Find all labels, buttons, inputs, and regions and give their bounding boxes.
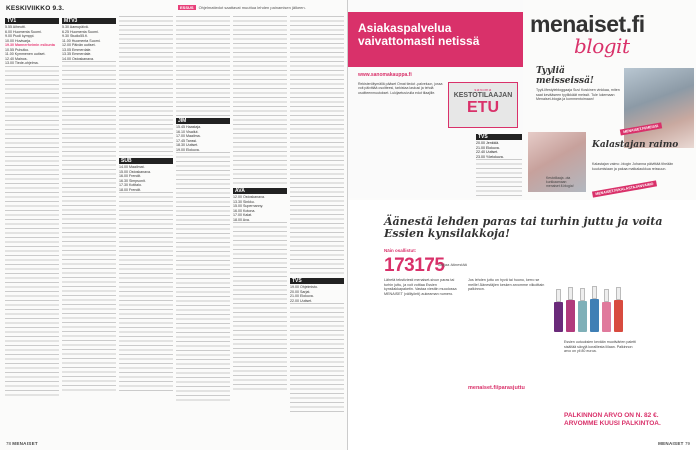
program-line: 18.00 Frendit. — [119, 187, 142, 192]
channel-heading: TVS — [476, 134, 522, 140]
program-line: 15.45 Haastaja. — [176, 125, 202, 129]
tv-column — [176, 16, 230, 436]
program-line: 18.30 Uutiset. — [176, 143, 199, 147]
listing-text-block — [119, 192, 173, 392]
program-line: 16.00 Kotona. — [233, 208, 256, 213]
program-line: 13.05 Emmerdale. — [62, 47, 92, 52]
program-line: 5.30 Aamupäivä. — [62, 25, 89, 29]
program-line: 10.55 Puhutko. — [5, 47, 30, 52]
program-line: 21.00 Elokuva. — [290, 294, 314, 298]
tv-column — [62, 16, 116, 436]
channel-heading: SUB — [119, 158, 173, 164]
channel-heading: MTV3 — [62, 18, 116, 24]
notice-tag: ESSUS — [180, 5, 194, 10]
program-line: 17.45 Tanssi. — [176, 138, 198, 143]
blog-body: Tyyli‑lifestylebloggaaja Suvi Koskinen vinkkaa, miten saat kevääseen tyylikkäät meissit. Tule lukemaan Menaiset‑blogia ja kommentoimaan! — [536, 88, 620, 101]
program-line: 5.55 Aiheutti. — [5, 25, 26, 29]
left-folio — [6, 441, 38, 446]
listing-text-block — [176, 152, 230, 402]
blog-photo — [624, 68, 694, 148]
tv-listing-columns — [5, 16, 344, 436]
program-line: 10.00 Huvisarja. — [5, 38, 31, 43]
program-line: 13.30 Sinkku. — [233, 199, 255, 204]
etu-brand: sanoma — [474, 87, 492, 92]
highlight-program: 19.30 Mannerheimin esikunta — [5, 43, 55, 47]
blog-logo-sub: blogit — [574, 34, 630, 58]
program-line: 17.30 Kotitalo. — [119, 183, 142, 187]
tv-column — [119, 16, 173, 436]
blog-headline: Tyyliä meisseissä! — [536, 66, 594, 86]
polish-bottle-red — [614, 300, 623, 332]
program-line: 13.35 Emmerdale. — [62, 52, 92, 56]
ad-url[interactable]: www.sanomakauppa.fi — [358, 72, 412, 78]
polish-bottle-purple — [554, 302, 563, 332]
channel-heading: AVA — [233, 188, 287, 194]
photo-caption: Kestotilaaja ‑ota kurkkaamaan menaiset.fi‑blogia! — [546, 176, 574, 189]
program-line: 17.00 Maailma. — [176, 134, 201, 138]
listing-text-block — [176, 16, 230, 116]
channel-heading: TV1 — [5, 18, 59, 24]
contest-headline: Äänestä lehden paras tai turhin juttu ja voita Essien kynsilakkoja! — [384, 215, 663, 240]
ad-headline: Asiakaspalvelua vaivattomasti netissä — [358, 21, 480, 48]
program-line: 11.00 Kymmenen uutiset. — [5, 52, 46, 56]
program-line: 12.00 Päivän uutiset. — [62, 43, 96, 47]
program-line: 6.00 Huomenta Suomi. — [5, 29, 42, 34]
blog-logo — [530, 12, 645, 56]
kalastaja-body: Kalastajan vaimo ‑blogin Johanna päivittää tiheään kuulumisiaan ja pakaa matkalaukkua reissuun. — [592, 162, 674, 171]
listing-text-block — [119, 16, 173, 156]
nail-polish-bottles — [554, 262, 634, 332]
ad-body: Rekisteröitymällä pääset Omat tiedot ‑palveluun, jossa voit päivittää osoitteesi, tarkistaa laskusi ja tehdä osoitteenmuutokset. Lukijaetusivulla edut tilaajille. — [358, 82, 443, 95]
tv-column — [290, 16, 344, 436]
program-line: 21.00 Elokuva. — [476, 145, 500, 150]
blog-link-ribbon[interactable]: MENAISET.FI/MEISSI — [620, 122, 662, 135]
program-line: 18.00 Ava. — [233, 217, 250, 222]
program-line: 14.00 Maailmat. — [119, 165, 145, 169]
contest-link[interactable]: menaiset.fi/parasjuttu — [468, 385, 525, 391]
listing-text-block — [290, 303, 344, 413]
tv-column — [5, 16, 59, 436]
kalastaja-link-ribbon[interactable]: MENAISET.FI/KALASTAJANVAIMO — [592, 180, 657, 197]
magazine-name: MENAISET — [12, 441, 38, 446]
vote-contest — [348, 200, 696, 450]
blog-section — [526, 0, 696, 198]
program-line: 19.00 Elokuva. — [176, 147, 200, 152]
tv-column — [233, 16, 287, 436]
program-line: 19.00 Ohjelmisto. — [290, 285, 318, 289]
etu-big: ETU — [467, 99, 499, 116]
program-line: 9.30 Studio55.fi. — [62, 34, 88, 38]
program-line: 15.00 Ostoskanava. — [119, 169, 151, 174]
customer-service-ad — [348, 0, 523, 198]
page-number: 79 — [684, 441, 690, 446]
polish-bottle-pink — [602, 302, 611, 332]
contest-number: 173175 — [384, 255, 445, 276]
contest-text-2: Jos lehden juttu on hyvä tai huono, kerro se meille! Äänestäjien kesken arvomme viikoittain palkinnon. — [468, 278, 545, 292]
program-line: 12.00 Ostoskanava. — [233, 195, 265, 199]
contest-text-1: Lähetä tekstiviesti menaiset-sivun paras tai turhin juttu, ja voit voittaa Essien kynsilakkapaketin. Vastaa viestiin muodossa MENAISET (välilyönti) aukeaman numero. — [384, 278, 457, 296]
polish-bottle-magenta — [566, 300, 575, 332]
program-line: 14.00 Ostoskanava. — [62, 56, 94, 61]
channel-heading: TVS — [290, 278, 344, 284]
program-line: 23.00 Yöelokuva. — [476, 154, 504, 159]
etu-label: KESTOTILAAJAN — [453, 92, 513, 99]
etu-badge — [448, 82, 518, 128]
listing-text-block — [476, 159, 522, 199]
program-line: 20.00 Jenkkiä. — [476, 141, 500, 145]
notice-strip — [178, 5, 306, 10]
blog-logo-main: menaiset.fi — [530, 11, 645, 37]
polish-bottle-blue — [590, 299, 599, 332]
program-line: 16.00 Frendit. — [119, 174, 142, 178]
right-page — [348, 0, 696, 450]
program-line: 16.30 Simpsonit. — [119, 178, 146, 183]
program-line: 12.40 Mainos. — [5, 56, 28, 61]
program-line: 13.00 Tiede-ohjelma. — [5, 61, 39, 65]
program-line: 17.00 Kalat. — [233, 213, 253, 217]
listing-text-block — [233, 16, 287, 186]
program-line: 22.00 Uutiset. — [290, 298, 313, 303]
polish-bottle-teal — [578, 301, 587, 332]
tv-page-header — [6, 4, 343, 16]
tv-day-title: KESKIVIIKKO 9.3. — [6, 5, 65, 12]
program-line: 6.25 Huomenta Suomi. — [62, 29, 99, 34]
contest-instructions-label: Näin osallistut: — [384, 248, 417, 253]
channel-heading: JIM — [176, 118, 230, 124]
program-line: 22.40 Uutiset. — [476, 150, 499, 154]
kalastaja-headline: Kalastajan raimo — [592, 140, 679, 150]
program-line: 11.00 Huomenta Suomi. — [62, 38, 101, 43]
listing-text-block — [5, 66, 59, 396]
listing-text-block — [233, 222, 287, 392]
program-line: 20.00 Sarjat. — [290, 289, 311, 294]
contest-number-sub: lukijaa äänestää — [438, 262, 467, 267]
prize-description: Essien uutuuksien kevään muotivärien paletti sisältää sävyjä koralliesta liilaan. Palkinnon arvo on yli 80 euroa. — [564, 340, 636, 353]
program-line: 9.00 Puoli kymppi. — [5, 34, 35, 38]
listing-text-block — [62, 61, 116, 391]
tvs-listing — [476, 132, 522, 199]
ad-header — [348, 12, 523, 67]
right-folio — [658, 441, 690, 446]
program-line: 15.00 Supernanny. — [233, 204, 264, 208]
listing-text-block — [290, 16, 344, 276]
page-number: 78 — [6, 441, 12, 446]
magazine-name: MENAISET — [658, 441, 684, 446]
program-line: 16.10 Visailut. — [176, 129, 199, 134]
notice-text: Ohjelmatiedot saattavat muuttua lehden painamisen jälkeen. — [198, 5, 306, 10]
prize-value: PALKINNON ARVO ON N. 82 €. ARVOMME KUUSI PALKINTOA. — [564, 412, 661, 427]
